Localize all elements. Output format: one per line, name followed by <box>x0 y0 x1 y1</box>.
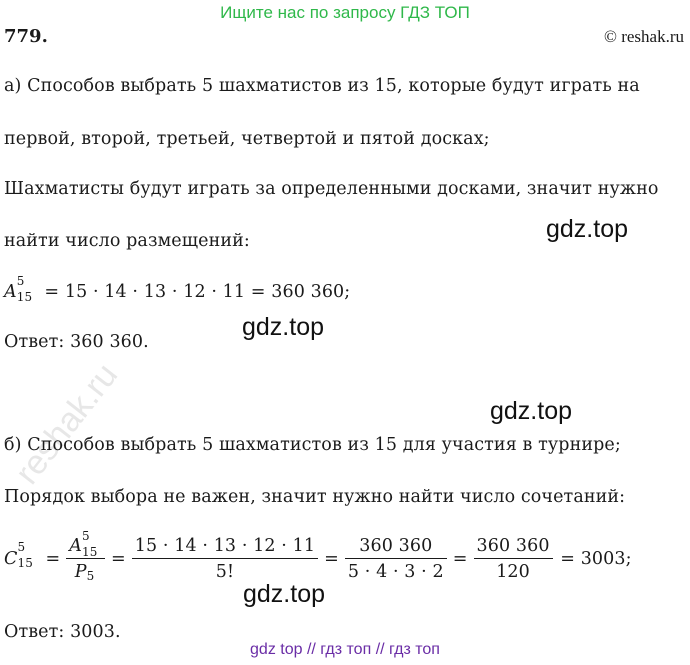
frac1-num-sup: 5 <box>82 528 90 543</box>
exercise-number: 779. <box>4 26 48 47</box>
formula-b-lhs-sup: 5 <box>17 540 26 554</box>
fraction-a-over-p <box>66 528 105 583</box>
formula-b-lhs-symbol: C <box>4 549 18 569</box>
formula-b: C 5 15 = A 5 15 P 5 = $\frac{15 \cdot 14 \cdot 13 \cdot 12 \cdot 11}{5!}$ = $\frac{360 360}{5 \cdot 4 \cdot 3 \cdot 2}$ = $\frac{360 360}{120}$ = 3003; <box>4 528 632 583</box>
frac4-den: 120 <box>496 562 530 582</box>
part-a-line-2: первой, второй, третьей, четвертой и пятой досках; <box>4 129 490 149</box>
frac2-den: 5! <box>215 562 235 582</box>
frac1-den-sub: 5 <box>86 568 95 583</box>
frac1-num-symbol: A <box>69 536 83 556</box>
footer-links: gdz top // гдз топ // гдз топ <box>250 641 440 658</box>
formula-b-lhs-sub: 15 <box>17 556 33 570</box>
diagonal-watermark: reshak.ru <box>8 356 126 492</box>
watermark-gdz-3: gdz.top <box>490 397 573 425</box>
answer-a: Ответ: 360 360. <box>4 332 149 352</box>
part-b-line-1: б) Способов выбрать 5 шахматистов из 15 для участия в турнире; <box>4 435 621 455</box>
frac3-num: 360 360 <box>345 536 447 559</box>
fraction-360360-over-120 <box>474 536 553 582</box>
watermark-gdz-2: gdz.top <box>242 313 325 341</box>
formula-a-sup: 5 <box>16 273 25 288</box>
answer-b: Ответ: 3003. <box>4 622 121 642</box>
formula-a-indices <box>16 273 39 304</box>
formula-a-symbol: A <box>4 282 17 302</box>
formula-b-lhs-indices <box>17 540 40 570</box>
search-banner: Ищите нас по запросу ГДЗ ТОП <box>220 3 470 22</box>
frac1-num-sub: 15 <box>82 544 98 559</box>
part-a-line-3: Шахматисты будут играть за определенными досками, значит нужно <box>4 179 659 199</box>
frac3-den: 5 · 4 · 3 · 2 <box>347 562 444 582</box>
fraction-product-over-factorial <box>132 536 318 582</box>
part-a-line-1: а) Способов выбрать 5 шахматистов из 15, которые будут играть на <box>4 76 640 96</box>
watermark-gdz-1: gdz.top <box>546 215 629 243</box>
formula-a-rhs: = 15 · 14 · 13 · 12 · 11 = 360 360; <box>44 282 351 302</box>
fraction-360360-over-product <box>345 536 447 582</box>
frac4-num: 360 360 <box>474 536 553 559</box>
watermark-gdz-4: gdz.top <box>243 580 326 608</box>
copyright: © reshak.ru <box>604 27 684 46</box>
frac1-den-symbol: P <box>74 562 87 582</box>
formula-b-result: = 3003; <box>560 549 632 569</box>
formula-a-sub: 15 <box>16 289 33 304</box>
part-b-line-2: Порядок выбора не важен, значит нужно найти число сочетаний: <box>4 487 626 507</box>
formula-a <box>4 273 351 304</box>
part-a-line-4: найти число размещений: <box>4 231 250 251</box>
frac2-num: 15 · 14 · 13 · 12 · 11 <box>132 536 318 559</box>
